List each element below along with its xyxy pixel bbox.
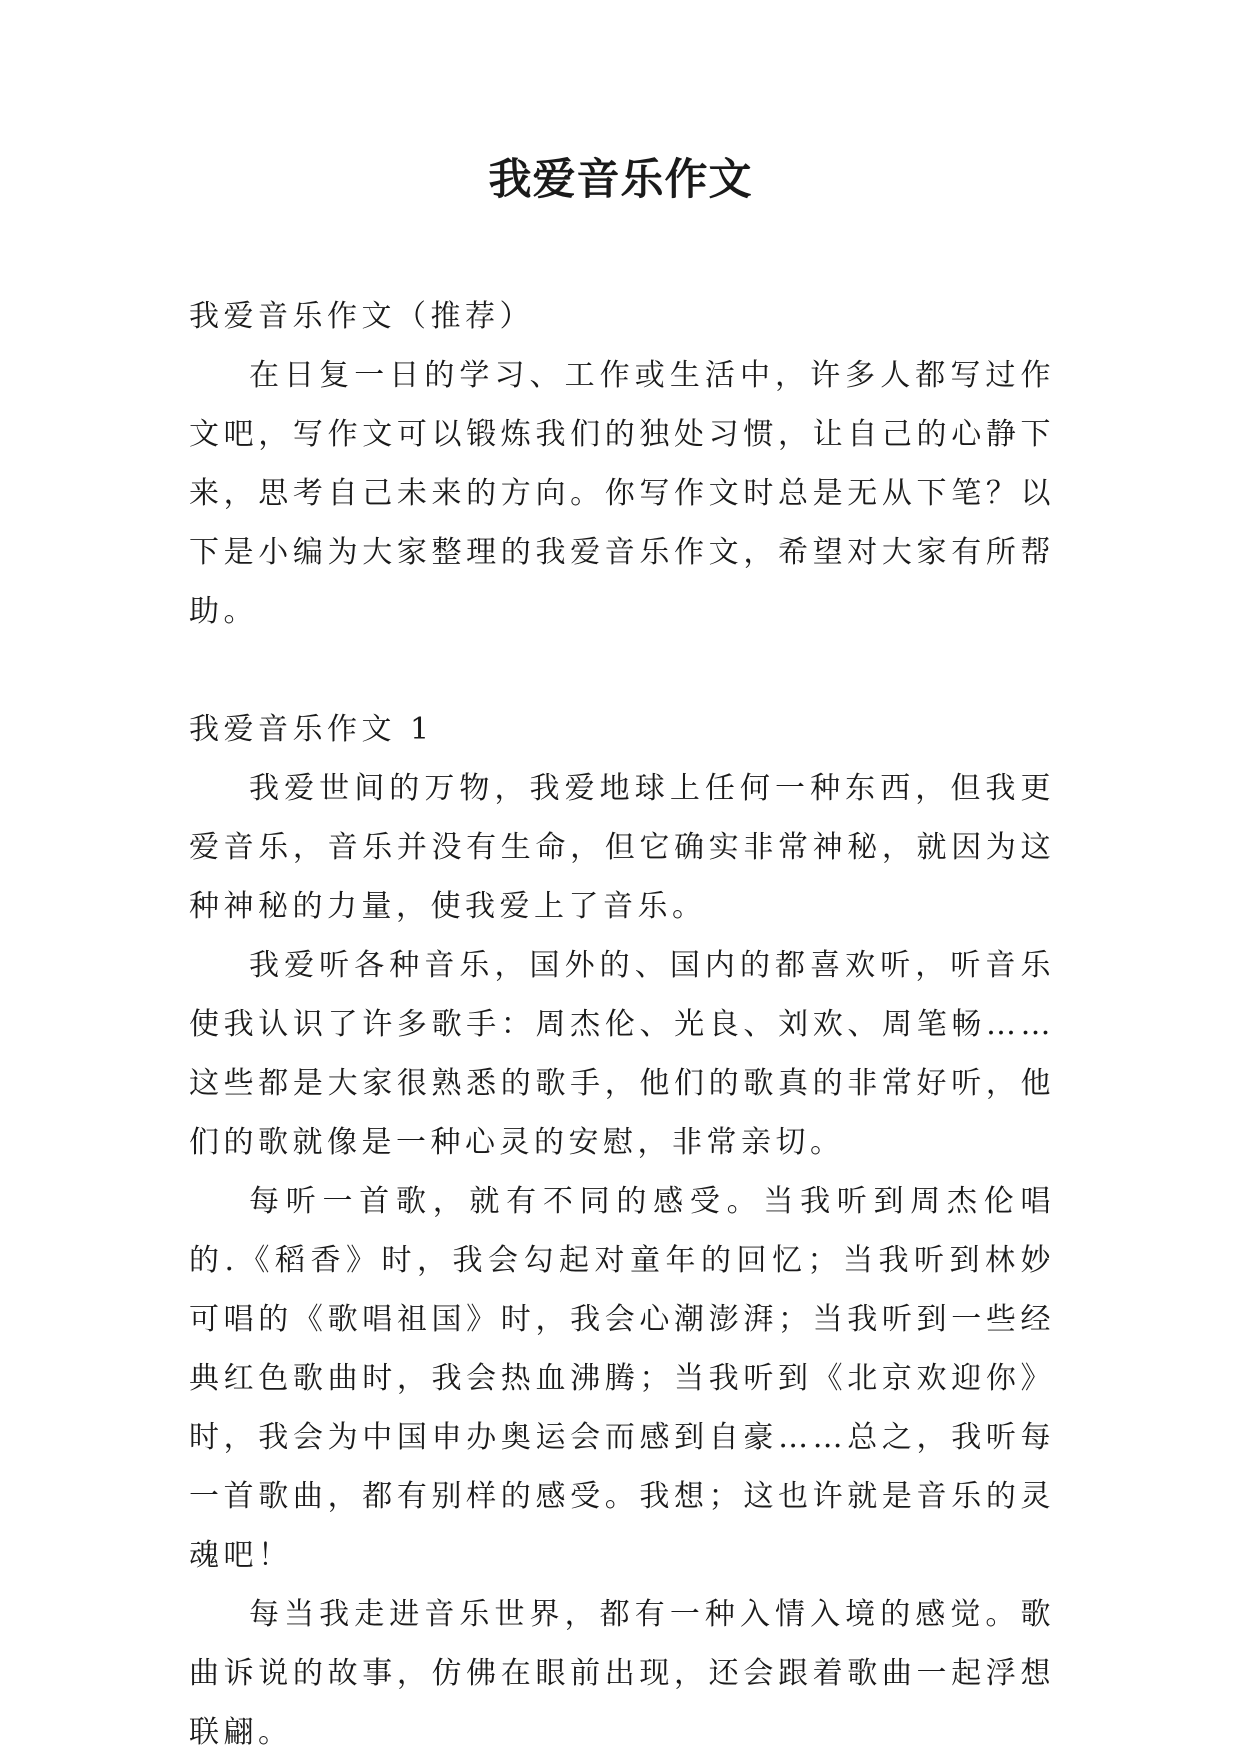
document-title: 我爱音乐作文: [488, 155, 753, 205]
body-paragraph-2: 我爱听各种音乐，国外的、国内的都喜欢听，听音乐使我认识了许多歌手：周杰伦、光良、刘欢、周笔畅……这些都是大家很熟悉的歌手，他们的歌真的非常好听，他们的歌就像是一种心灵的安慰，非常亲切。: [189, 948, 1055, 1160]
body-paragraph-3: 每听一首歌，就有不同的感受。当我听到周杰伦唱的.《稻香》时，我会勾起对童年的回忆；当我听到林妙可唱的《歌唱祖国》时，我会心潮澎湃；当我听到一些经典红色歌曲时，我会热血沸腾；当我听到《北京欢迎你》时，我会为中国申办奥运会而感到自豪……总之，我听每一首歌曲，都有别样的感受。我想；这也许就是音乐的灵魂吧！: [189, 1184, 1055, 1573]
intro-paragraph: 在日复一日的学习、工作或生活中，许多人都写过作文吧，写作文可以锻炼我们的独处习惯，让自己的心静下来，思考自己未来的方向。你写作文时总是无从下笔？以下是小编为大家整理的我爱音乐作文，希望对大家有所帮助。: [189, 358, 1055, 629]
subtitle-heading: 我爱音乐作文（推荐）: [189, 299, 534, 334]
section-heading: 我爱音乐作文 1: [189, 712, 434, 747]
body-paragraph-1: 我爱世间的万物，我爱地球上任何一种东西，但我更爱音乐，音乐并没有生命，但它确实非常神秘，就因为这种神秘的力量，使我爱上了音乐。: [189, 771, 1055, 924]
document-body: [189, 287, 1055, 1762]
body-paragraph-4: 每当我走进音乐世界，都有一种入情入境的感觉。歌曲诉说的故事，仿佛在眼前出现，还会跟着歌曲一起浮想联翩。: [189, 1597, 1055, 1750]
